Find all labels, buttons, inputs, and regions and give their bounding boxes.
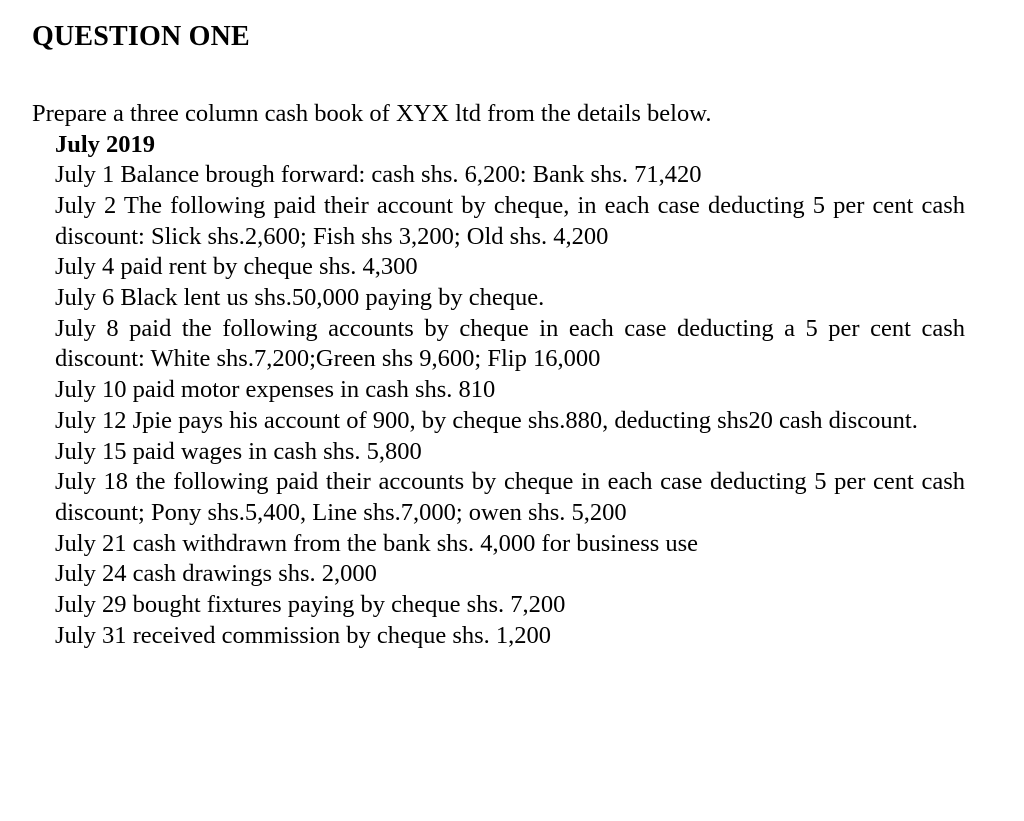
entry-line: July 21 cash withdrawn from the bank shs. 4,000 for business use — [55, 529, 699, 557]
entry-line: July 31 received commission by cheque shs. 1,200 — [55, 621, 552, 649]
entry-line: July 8 paid the following accounts by cheque in each case deducting a 5 per cent cash discount: White shs.7,200;Green shs 9,600; Flip 16,000 — [55, 314, 965, 373]
period-heading: July 2019 — [55, 130, 156, 158]
entry-line: July 29 bought fixtures paying by cheque shs. 7,200 — [55, 591, 566, 619]
question-title: QUESTION ONE — [32, 21, 250, 52]
entries-block — [55, 130, 965, 652]
entry-line: July 4 paid rent by cheque shs. 4,300 — [55, 253, 418, 281]
entry-line: July 1 Balance brough forward: cash shs. 6,200: Bank shs. 71,420 — [55, 161, 702, 189]
entry-line: July 10 paid motor expenses in cash shs. 810 — [55, 376, 496, 404]
entry-line: July 2 The following paid their account by cheque, in each case deducting 5 per cent cash discount: Slick shs.2,600; Fish shs 3,200; Old shs. 4,200 — [55, 191, 965, 250]
entry-line: July 24 cash drawings shs. 2,000 — [55, 560, 377, 588]
entries-list — [55, 160, 965, 651]
entry-line: July 18 the following paid their accounts by cheque in each case deducting 5 per cent cash discount; Pony shs.5,400, Line shs.7,000; owen shs. 5,200 — [55, 468, 965, 526]
intro-text: Prepare a three column cash book of XYX ltd from the details below. — [32, 99, 712, 127]
entry-line: July 12 Jpie pays his account of 900, by cheque shs.880, deducting shs20 cash discount. — [55, 406, 918, 434]
entry-line: July 15 paid wages in cash shs. 5,800 — [55, 437, 422, 465]
entry-line: July 6 Black lent us shs.50,000 paying by cheque. — [55, 284, 545, 312]
